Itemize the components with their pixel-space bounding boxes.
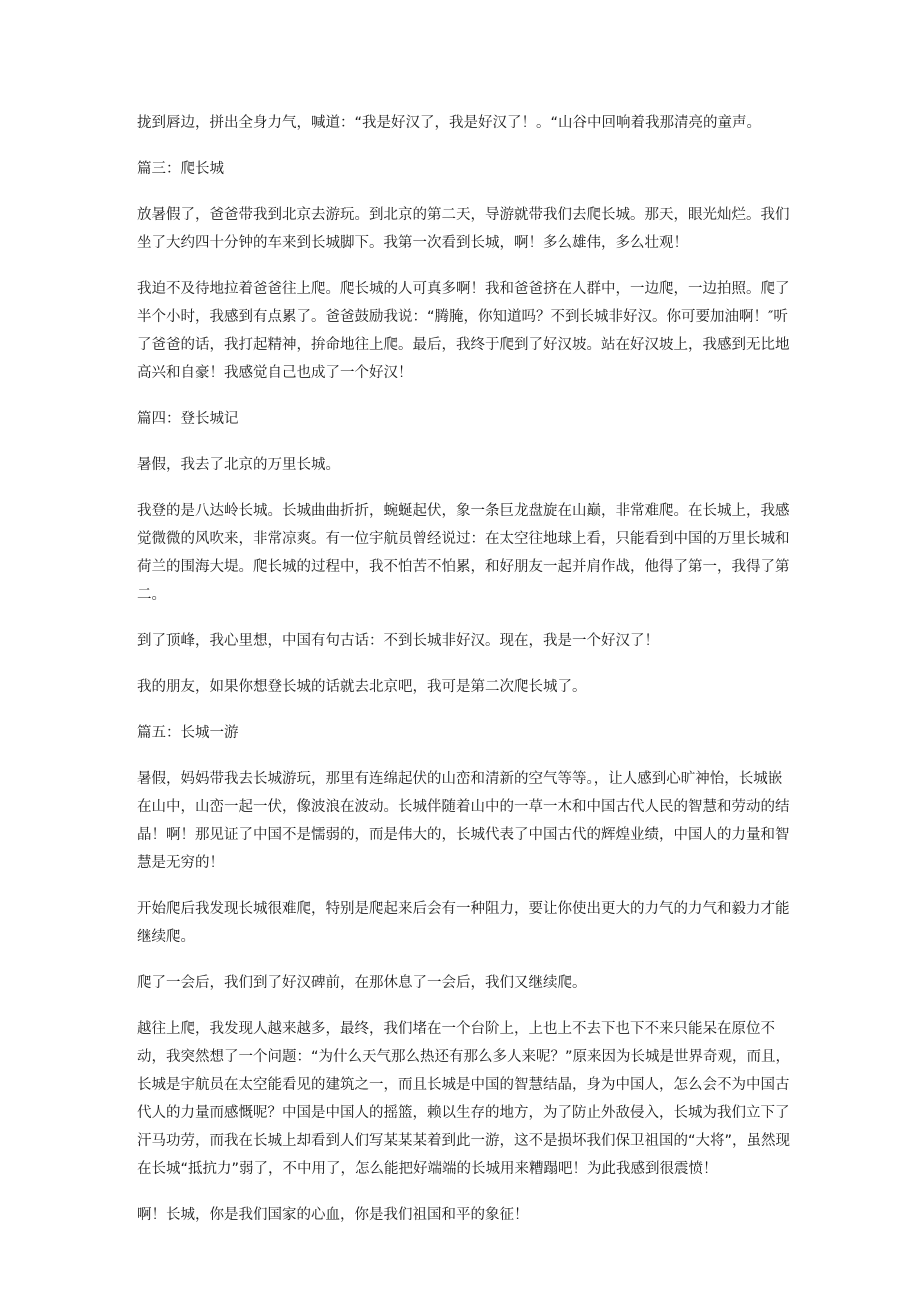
paragraph: 开始爬后我发现长城很难爬，特别是爬起来后会有一种阻力，要让你使出更大的力气的力气和毅力才能继续爬。 xyxy=(137,901,790,945)
document-body xyxy=(137,109,791,1247)
section-heading-4: 篇四：登长城记 xyxy=(137,411,239,427)
paragraph: 爬了一会后，我们到了好汉碑前，在那休息了一会后，我们又继续爬。 xyxy=(137,975,587,991)
paragraph: 啊！长城，你是我们国家的心血，你是我们祖国和平的象征！ xyxy=(137,1207,529,1223)
paragraph: 我的朋友，如果你想登长城的话就去北京吧，我可是第二次爬长城了。 xyxy=(137,679,587,695)
paragraph: 我登的是八达岭长城。长城曲曲折折，蜿蜒起伏，象一条巨龙盘旋在山巅，非常难爬。在长城上，我感觉微微的风吹来，非常凉爽。有一位宇航员曾经说过：在太空往地球上看，只能看到中国的万里长城和荷兰的围海大堤。爬长城的过程中，我不怕苦不怕累，和好朋友一起并肩作战，他得了第一，我得了第二。 xyxy=(137,503,790,603)
paragraph: 放暑假了，爸爸带我到北京去游玩。到北京的第二天，导游就带我们去爬长城。那天，眼光灿烂。我们坐了大约四十分钟的车来到长城脚下。我第一次看到长城，啊！多么雄伟，多么壮观！ xyxy=(137,207,790,251)
paragraph: 越往上爬，我发现人越来越多，最终，我们堵在一个台阶上，上也上不去下也下不来只能呆在原位不动，我突然想了一个问题：“为什么天气那么热还有那么多人来呢？”原来因为长城是世界奇观，而且，长城是宇航员在太空能看见的建筑之一，而且长城是中国的智慧结晶，身为中国人，怎么会不为中国古代人的力量而感慨呢？中国是中国人的摇篮，赖以生存的地方，为了防止外敌侵入，长城为我们立下了汗马功劳，而我在长城上却看到人们写某某某着到此一游，这不是损坏我们保卫祖国的“大将”，虽然现在长城“抵抗力”弱了，不中用了，怎么能把好端端的长城用来糟蹋吧！为此我感到很震愤！ xyxy=(137,1021,791,1177)
paragraph: 暑假，我去了北京的万里长城。 xyxy=(137,457,340,473)
section-heading-3: 篇三：爬长城 xyxy=(137,161,224,177)
paragraph: 到了顶峰，我心里想，中国有句古话：不到长城非好汉。现在，我是一个好汉了！ xyxy=(137,633,659,649)
paragraph: 暑假，妈妈带我去长城游玩，那里有连绵起伏的山峦和清新的空气等等。，让人感到心旷神怡，长城嵌在山中，山峦一起一伏，像波浪在波动。长城伴随着山中的一草一木和中国古代人民的智慧和劳动的结晶！啊！那见证了中国不是懦弱的，而是伟大的，长城代表了中国古代的辉煌业绩，中国人的力量和智慧是无穷的！ xyxy=(137,771,790,871)
paragraph-continuation: 拢到唇边，拼出全身力气，喊道：“我是好汉了，我是好汉了！。“山谷中回响着我那清亮的童声。 xyxy=(137,115,762,131)
paragraph: 我迫不及待地拉着爸爸往上爬。爬长城的人可真多啊！我和爸爸挤在人群中，一边爬，一边拍照。爬了半个小时，我感到有点累了。爸爸鼓励我说：“腾腌，你知道吗？不到长城非好汉。你可要加油啊！″听了爸爸的话，我打起精神，拚命地往上爬。最后，我终于爬到了好汉坡。站在好汉坡上，我感到无比地高兴和自豪！我感觉自己也成了一个好汉！ xyxy=(137,281,790,381)
section-heading-5: 篇五：长城一游 xyxy=(137,725,239,741)
